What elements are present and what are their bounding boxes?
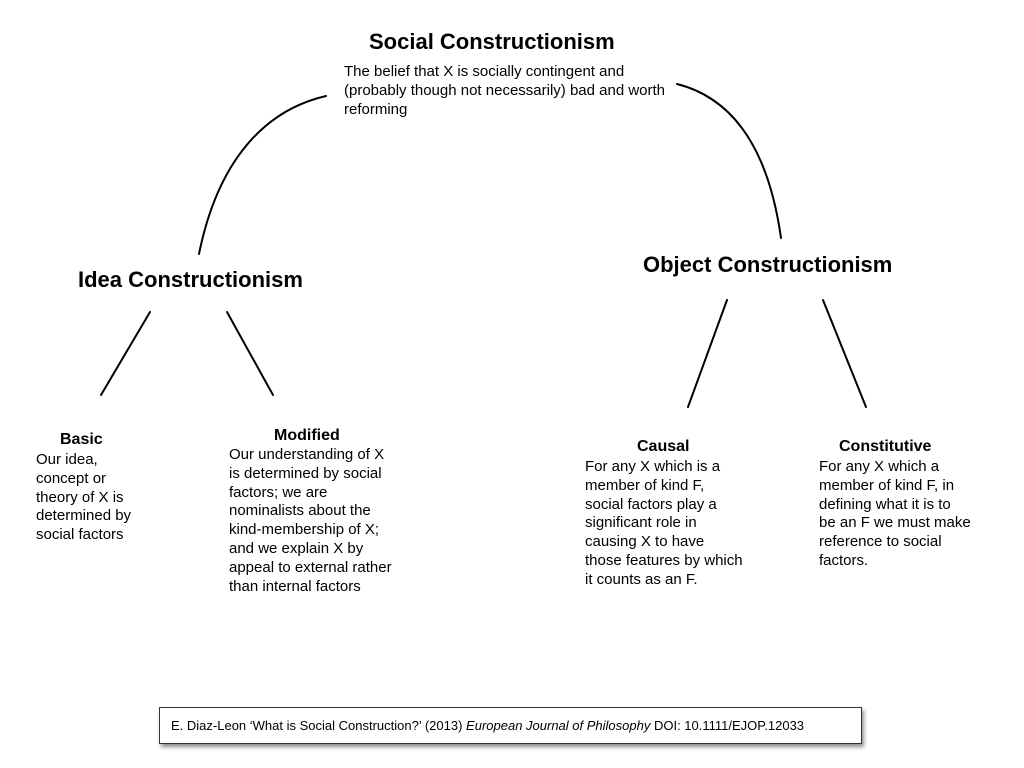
citation-journal: European Journal of Philosophy xyxy=(466,718,651,733)
causal-description: For any X which is a member of kind F, social factors play a significant role in causing X to have those features by which it counts as an F. xyxy=(585,458,743,588)
citation-prefix: E. Diaz-Leon ‘What is Social Construction?’ (2013) xyxy=(171,718,467,733)
constitutive-title: Constitutive xyxy=(839,438,932,455)
connector-object-to-causal xyxy=(688,300,727,407)
basic-title: Basic xyxy=(60,431,103,448)
basic-description: Our idea, concept or theory of X is determined by social factors xyxy=(36,451,132,544)
connector-root-to-idea xyxy=(199,96,326,254)
idea-title: Idea Constructionism xyxy=(78,267,303,292)
root-title: Social Constructionism xyxy=(369,29,615,54)
constitutive-description: For any X which a member of kind F, in defining what it is to be an F we must make reference to social factors. xyxy=(819,458,971,569)
modified-description: Our understanding of X is determined by social factors; we are nominalists about the kind-membership of X; and we explain X by appeal to external rather than internal factors xyxy=(229,446,392,595)
connector-object-to-constitutive xyxy=(823,300,866,407)
root-description: The belief that X is socially contingent and (probably though not necessarily) bad and worth reforming xyxy=(344,63,666,118)
modified-title: Modified xyxy=(274,427,340,444)
connector-root-to-object xyxy=(677,84,781,238)
causal-title: Causal xyxy=(637,438,690,455)
connector-idea-to-basic xyxy=(101,312,150,395)
citation-suffix: DOI: 10.1111/EJOP.12033 xyxy=(650,718,805,733)
object-title: Object Constructionism xyxy=(643,252,893,277)
connector-idea-to-modified xyxy=(227,312,273,395)
citation-box xyxy=(159,707,862,744)
